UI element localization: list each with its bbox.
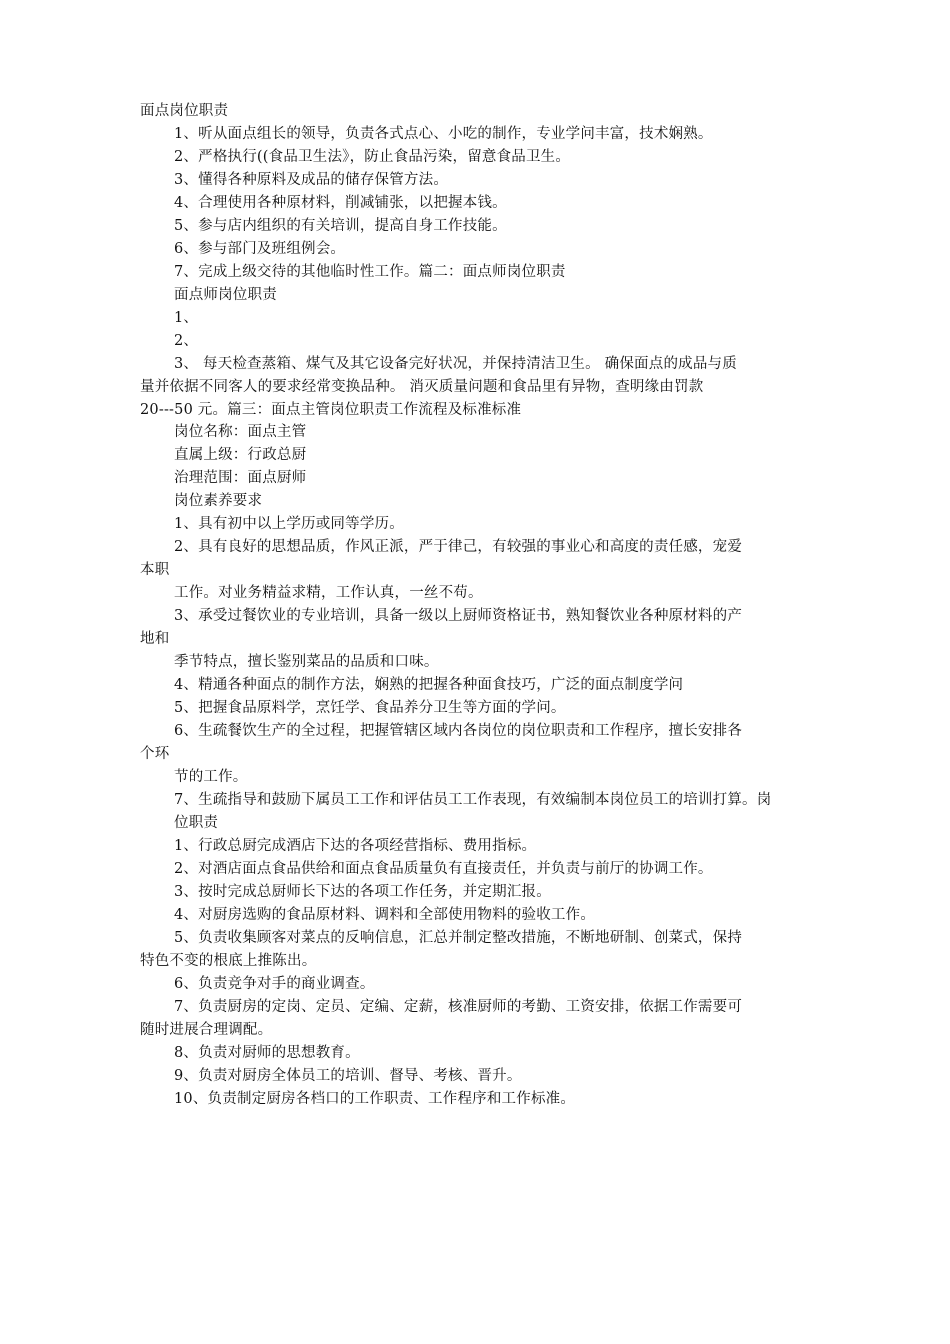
- text-line: 3、承受过餐饮业的专业培训，具备一级以上厨师资格证书，熟知餐饮业各种原材料的产: [174, 608, 743, 624]
- text-line: 5、把握食品原料学，烹饪学、食品养分卫生等方面的学问。: [174, 700, 566, 716]
- text-line: 特色不变的根底上推陈出。: [140, 953, 317, 969]
- text-line: 4、合理使用各种原材料，削减铺张，以把握本钱。: [174, 195, 507, 211]
- text-line: 9、负责对厨房全体员工的培训、督导、考核、晋升。: [174, 1068, 522, 1084]
- text-line: 季节特点，擅长鉴别菜品的品质和口味。: [174, 654, 439, 670]
- text-line: 6、生疏餐饮生产的全过程，把握管辖区域内各岗位的岗位职责和工作程序，擅长安排各: [174, 723, 743, 739]
- text-line: 1、听从面点组长的领导，负责各式点心、小吃的制作，专业学问丰富，技术娴熟。: [174, 126, 713, 142]
- doc-title: 面点岗位职责: [140, 103, 229, 119]
- text-line: 3、 每天检查蒸箱、煤气及其它设备完好状况，并保持清洁卫生。 确保面点的成品与质: [174, 356, 737, 372]
- text-line: 6、参与部门及班组例会。: [174, 241, 346, 257]
- text-line: 工作。对业务精益求精，工作认真，一丝不苟。: [174, 585, 483, 601]
- text-line: 治理范围：面点厨师: [174, 470, 307, 486]
- section-heading: 面点师岗位职责: [174, 287, 277, 303]
- text-line: 3、按时完成总厨师长下达的各项工作任务，并定期汇报。: [174, 884, 551, 900]
- text-line: 量并依据不同客人的要求经常变换品种。 消灭质量问题和食品里有异物，查明缘由罚款: [140, 379, 704, 395]
- section-heading: 岗位素养要求: [174, 493, 263, 509]
- text-line: 2、对酒店面点食品供给和面点食品质量负有直接责任，并负责与前厅的协调工作。: [174, 861, 713, 877]
- text-line: 2、严格执行((食品卫生法》，防止食品污染，留意食品卫生。: [174, 149, 571, 165]
- text-line: 8、负责对厨师的思想教育。: [174, 1045, 360, 1061]
- text-line: 6、负责竞争对手的商业调查。: [174, 976, 375, 992]
- text-line: 直属上级：行政总厨: [174, 447, 307, 463]
- text-line: 个环: [140, 746, 170, 762]
- text-line: 5、参与店内组织的有关培训，提高自身工作技能。: [174, 218, 507, 234]
- text-line: 2、: [174, 333, 199, 349]
- section-heading: 位职责: [174, 815, 219, 831]
- text-line: 1、行政总厨完成酒店下达的各项经营指标、费用指标。: [174, 838, 537, 854]
- text-line: 7、生疏指导和鼓励下属员工工作和评估员工工作表现，有效编制本岗位员工的培训打算。岗: [174, 792, 772, 808]
- text-line: 地和: [140, 631, 170, 647]
- text-line: 7、完成上级交待的其他临时性工作。篇二：面点师岗位职责: [174, 264, 566, 280]
- text-line: 20---50 元。篇三：面点主管岗位职责工作流程及标准标准: [140, 402, 522, 418]
- text-line: 本职: [140, 562, 170, 578]
- text-line: 3、懂得各种原料及成品的储存保管方法。: [174, 172, 449, 188]
- text-line: 节的工作。: [174, 769, 248, 785]
- text-line: 4、精通各种面点的制作方法，娴熟的把握各种面食技巧，广泛的面点制度学问: [174, 677, 684, 693]
- text-line: 岗位名称：面点主管: [174, 424, 307, 440]
- text-line: 2、具有良好的思想品质，作风正派，严于律己，有较强的事业心和高度的责任感，宠爱: [174, 539, 743, 555]
- text-line: 1、: [174, 310, 199, 326]
- text-line: 10、负责制定厨房各档口的工作职责、工作程序和工作标准。: [174, 1091, 576, 1107]
- text-line: 5、负责收集顾客对菜点的反响信息，汇总并制定整改措施，不断地研制、创菜式，保持: [174, 930, 743, 946]
- text-line: 4、对厨房选购的食品原材料、调料和全部使用物料的验收工作。: [174, 907, 596, 923]
- text-line: 1、具有初中以上学历或同等学历。: [174, 516, 404, 532]
- text-line: 7、负责厨房的定岗、定员、定编、定薪，核准厨师的考勤、工资安排，依据工作需要可: [174, 999, 743, 1015]
- text-line: 随时进展合理调配。: [140, 1022, 273, 1038]
